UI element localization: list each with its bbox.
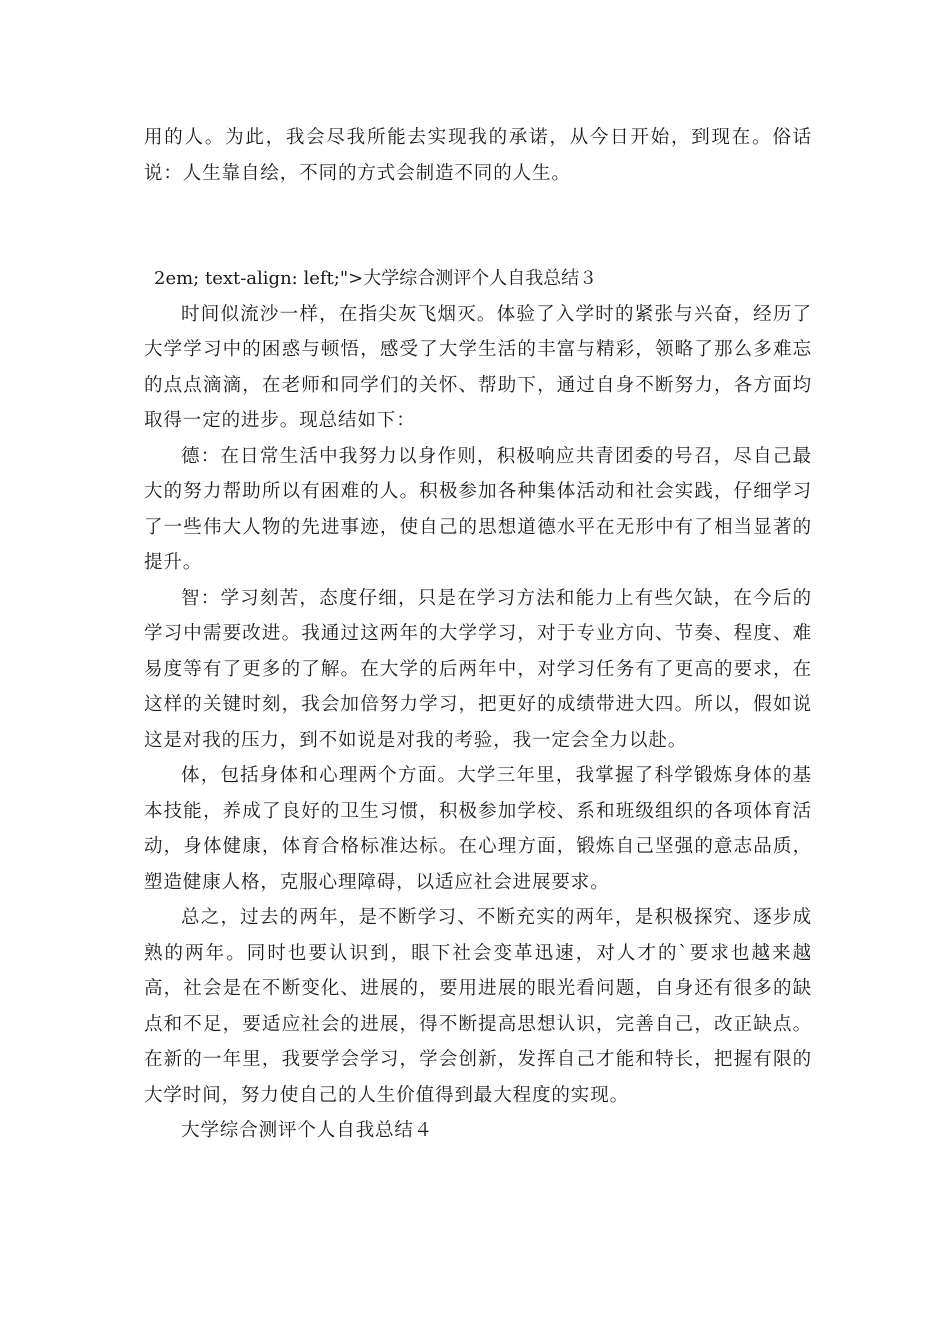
section-3-heading: 2em; text-align: left;">大学综合测评个人自我总结３ — [154, 268, 598, 289]
section-3-paragraph-morality: 德：在日常生活中我努力以身作则，积极响应共青团委的号召，尽自己最大的努力帮助所以有困难的人。积极参加各种集体活动和社会实践，仔细学习了一些伟大人物的先进事迹，使自己的思想道德水平在无形中有了相当显著的提升。 — [144, 445, 812, 573]
section-4-heading: 大学综合测评个人自我总结４ — [181, 1120, 434, 1141]
section-3 — [144, 261, 812, 1149]
continuation-paragraph: 用的人。为此，我会尽我所能去实现我的承诺，从今日开始，到现在。俗话说：人生靠自绘，不同的方式会制造不同的人生。 — [144, 127, 812, 184]
section-3-paragraph-summary: 总之，过去的两年，是不断学习、不断充实的两年，是积极探究、逐步成熟的两年。同时也要认识到，眼下社会变革迅速，对人才的`要求也越来越高，社会是在不断变化、进展的，要用进展的眼光看问题，自身还有很多的缺点和不足，要适应社会的进展，得不断提高思想认识，完善自己，改正缺点。在新的一年里，我要学会学习，学会创新，发挥自己才能和特长，把握有限的大学时间，努力使自己的人生价值得到最大程度的实现。 — [144, 907, 812, 1106]
section-3-paragraph-intro: 时间似流沙一样，在指尖灰飞烟灭。体验了入学时的紧张与兴奋，经历了大学学习中的困惑与顿悟，感受了大学生活的丰富与精彩，领略了那么多难忘的点点滴滴，在老师和同学们的关怀、帮助下，通过自身不断努力，各方面均取得一定的进步。现总结如下： — [144, 303, 812, 431]
continuation-block — [144, 120, 812, 191]
section-3-paragraph-physical: 体，包括身体和心理两个方面。大学三年里，我掌握了科学锻炼身体的基本技能，养成了良好的卫生习惯，积极参加学校、系和班级组织的各项体育活动，身体健康，体育合格标准达标。在心理方面，锻炼自己坚强的意志品质，塑造健康人格，克服心理障碍，以适应社会进展要求。 — [144, 765, 812, 893]
section-3-paragraph-intellect: 智：学习刻苦，态度仔细，只是在学习方法和能力上有些欠缺，在今后的学习中需要改进。我通过这两年的大学学习，对于专业方向、节奏、程度、难易度等有了更多的了解。在大学的后两年中，对学习任务有了更高的要求，在这样的关键时刻，我会加倍努力学习，把更好的成绩带进大四。所以，假如说这是对我的压力，到不如说是对我的考验，我一定会全力以赴。 — [144, 587, 812, 751]
